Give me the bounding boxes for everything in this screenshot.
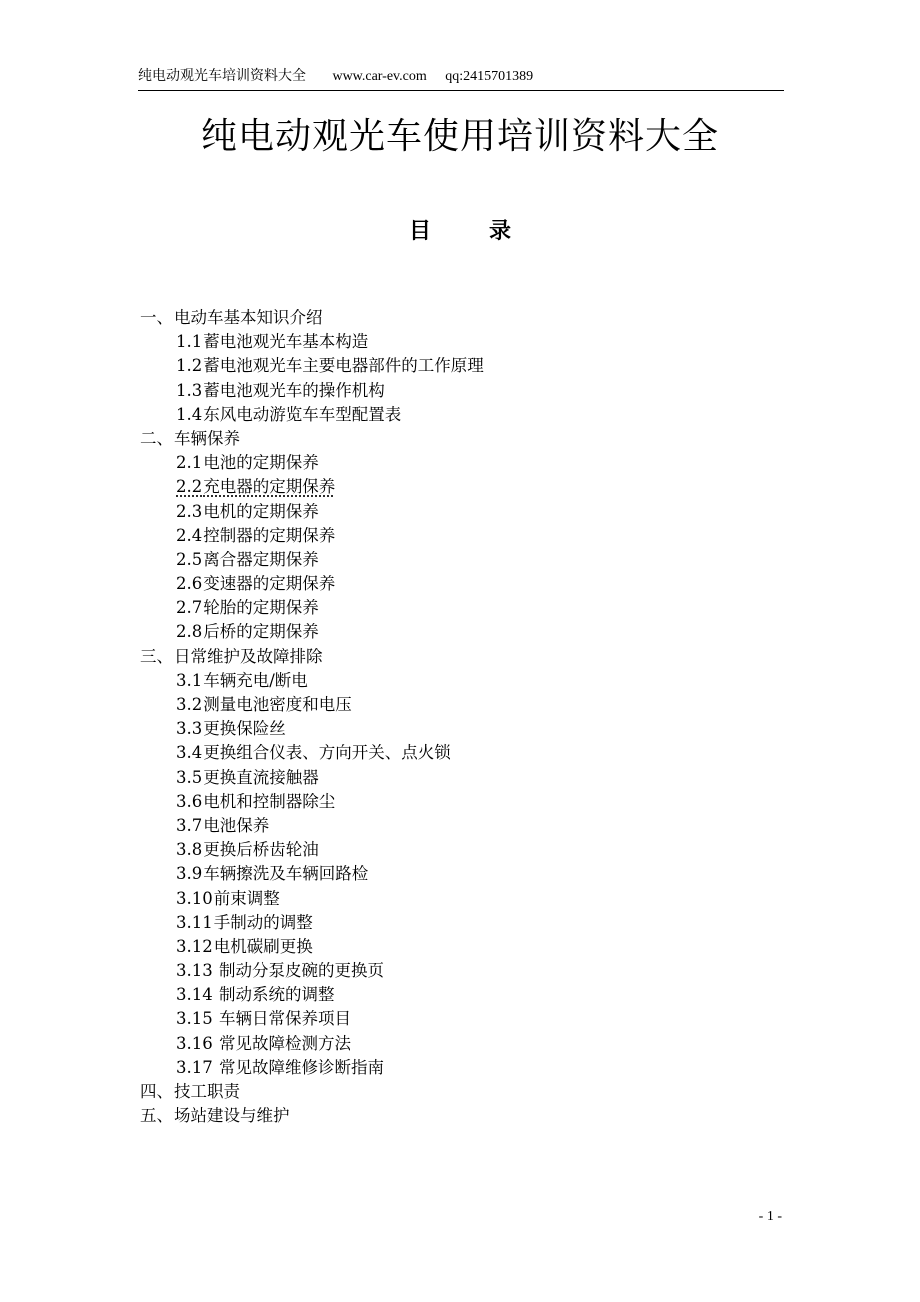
toc-entry-title: 后桥的定期保养 — [203, 622, 319, 642]
toc-entry-number: 四、 — [140, 1082, 173, 1101]
toc-entry-number: 3.7 — [176, 815, 203, 835]
toc-entry-title: 蓄电池观光车主要电器部件的工作原理 — [203, 356, 484, 376]
toc-entry[interactable] — [140, 1056, 780, 1080]
toc-entry[interactable] — [140, 572, 780, 596]
toc-entry-number: 3.8 — [176, 840, 203, 860]
toc-entry-title: 车辆保养 — [174, 428, 240, 448]
toc-entry-number: 2.6 — [176, 574, 203, 594]
toc-entry-number: 2.3 — [176, 501, 203, 521]
toc-entry-number: 一、 — [140, 308, 173, 327]
toc-entry-number: 3.6 — [176, 791, 203, 811]
document-title: 纯电动观光车使用培训资料大全 — [200, 116, 719, 157]
toc-entry[interactable] — [140, 887, 780, 911]
toc-entry[interactable] — [140, 620, 780, 644]
toc-heading: 目录 — [408, 218, 569, 244]
toc-entry-title: 技工职责 — [174, 1082, 240, 1101]
toc-entry-number: 3.10 — [176, 888, 213, 908]
toc-entry-number: 3.13 — [176, 961, 213, 981]
toc-entry-title: 蓄电池观光车基本构造 — [203, 332, 369, 352]
toc-entry-number: 3.15 — [176, 1009, 213, 1029]
toc-entry-title: 变速器的定期保养 — [203, 574, 336, 594]
toc-entry-number: 1.3 — [176, 380, 203, 400]
page-header — [138, 66, 784, 91]
toc-entry-number: 2.2 — [176, 477, 203, 497]
toc-entry[interactable] — [140, 475, 780, 499]
toc-entry-number: 3.2 — [176, 695, 203, 714]
toc-entry-title: 蓄电池观光车的操作机构 — [203, 380, 385, 400]
toc-entry-title: 电池的定期保养 — [203, 453, 319, 473]
toc-entry-title: 电池保养 — [203, 815, 270, 835]
toc-chapter[interactable] — [140, 645, 780, 669]
toc-entry-title: 电机碳刷更换 — [213, 936, 313, 956]
toc-entry-title: 离合器定期保养 — [203, 549, 319, 569]
toc-entry-title: 更换保险丝 — [203, 719, 286, 739]
header-website: www.car-ev.com — [332, 69, 427, 84]
toc-entry[interactable] — [140, 911, 780, 935]
toc-entry[interactable] — [140, 862, 780, 886]
toc-entry[interactable] — [140, 741, 780, 765]
toc-entry[interactable] — [140, 766, 780, 790]
toc-entry-title: 电机和控制器除尘 — [203, 791, 336, 811]
toc-entry-number: 1.4 — [176, 404, 203, 424]
toc-entry-number: 3.5 — [176, 767, 203, 787]
toc-entry-title: 充电器的定期保养 — [203, 477, 336, 497]
toc-entry[interactable] — [140, 548, 780, 572]
toc-entry-title: 车辆日常保养项目 — [213, 1009, 351, 1029]
toc-entry-title: 前束调整 — [213, 888, 280, 908]
toc-entry[interactable] — [140, 838, 780, 862]
toc-chapter[interactable] — [140, 1080, 780, 1104]
toc-entry-number: 1.1 — [176, 332, 203, 352]
toc-entry[interactable] — [140, 354, 780, 378]
toc-entry[interactable] — [140, 524, 780, 548]
toc-entry-title: 常见故障检测方法 — [213, 1033, 351, 1053]
toc-entry[interactable] — [140, 596, 780, 620]
toc-entry[interactable] — [140, 959, 780, 983]
header-qq-contact: qq:2415701389 — [445, 69, 534, 84]
toc-entry-number: 3.4 — [176, 743, 203, 763]
toc-chapter[interactable] — [140, 1104, 780, 1128]
toc-entry-number: 2.8 — [176, 622, 203, 642]
toc-entry[interactable] — [140, 1032, 780, 1056]
toc-chapter[interactable] — [140, 306, 780, 330]
toc-entry-title: 电机的定期保养 — [203, 501, 319, 521]
toc-entry-title: 手制动的调整 — [213, 912, 313, 932]
toc-entry-number: 3.17 — [176, 1057, 213, 1077]
toc-entry[interactable] — [140, 717, 780, 741]
toc-entry-number: 1.2 — [176, 356, 203, 376]
toc-entry[interactable] — [140, 330, 780, 354]
toc-entry[interactable] — [140, 403, 780, 427]
toc-entry-number: 3.1 — [176, 670, 203, 690]
toc-entry-number: 2.7 — [176, 598, 203, 618]
toc-entry[interactable] — [140, 693, 780, 717]
toc-entry[interactable] — [140, 500, 780, 524]
toc-entry-title: 制动系统的调整 — [213, 985, 335, 1005]
toc-entry-number: 3.16 — [176, 1033, 213, 1053]
toc-entry-title: 电动车基本知识介绍 — [174, 308, 323, 327]
toc-entry-title: 日常维护及故障排除 — [174, 646, 323, 666]
toc-entry-title: 更换组合仪表、方向开关、点火锁 — [203, 743, 451, 763]
toc-entry-number: 3.12 — [176, 936, 213, 956]
toc-entry-title: 更换后桥齿轮油 — [203, 840, 319, 860]
toc-entry-number: 三、 — [140, 646, 173, 666]
toc-chapter[interactable] — [140, 427, 780, 451]
toc-entry[interactable] — [140, 669, 780, 693]
toc-entry[interactable] — [140, 451, 780, 475]
toc-entry-title: 测量电池密度和电压 — [203, 695, 352, 714]
toc-entry-title: 东风电动游览车车型配置表 — [203, 404, 402, 424]
toc-entry-title: 更换直流接触器 — [203, 767, 319, 787]
toc-entry[interactable] — [140, 379, 780, 403]
toc-entry-number: 五、 — [140, 1106, 173, 1126]
toc-entry-number: 3.9 — [176, 864, 203, 884]
table-of-contents — [140, 306, 780, 1128]
toc-entry-number: 2.4 — [176, 525, 203, 545]
toc-entry-title: 车辆擦洗及车辆回路检 — [203, 864, 369, 884]
toc-entry-number: 3.3 — [176, 719, 203, 739]
toc-entry-title: 控制器的定期保养 — [203, 525, 336, 545]
header-doc-title: 纯电动观光车培训资料大全 — [138, 68, 306, 84]
toc-entry-title: 车辆充电/断电 — [203, 670, 308, 690]
toc-entry-number: 2.1 — [176, 453, 203, 473]
toc-entry-title: 场站建设与维护 — [174, 1106, 290, 1126]
page-number: - 1 - — [758, 1209, 782, 1224]
toc-entry[interactable] — [140, 983, 780, 1007]
toc-entry-title: 制动分泵皮碗的更换页 — [213, 961, 384, 981]
toc-entry-number: 二、 — [140, 428, 173, 448]
toc-entry-number: 2.5 — [176, 549, 203, 569]
toc-entry-title: 常见故障维修诊断指南 — [213, 1057, 384, 1077]
toc-entry-number: 3.11 — [176, 912, 213, 932]
toc-entry[interactable] — [140, 935, 780, 959]
toc-entry-number: 3.14 — [176, 985, 213, 1005]
toc-entry-title: 轮胎的定期保养 — [203, 598, 319, 618]
toc-entry[interactable] — [140, 814, 780, 838]
toc-entry[interactable] — [140, 1007, 780, 1031]
toc-entry[interactable] — [140, 790, 780, 814]
